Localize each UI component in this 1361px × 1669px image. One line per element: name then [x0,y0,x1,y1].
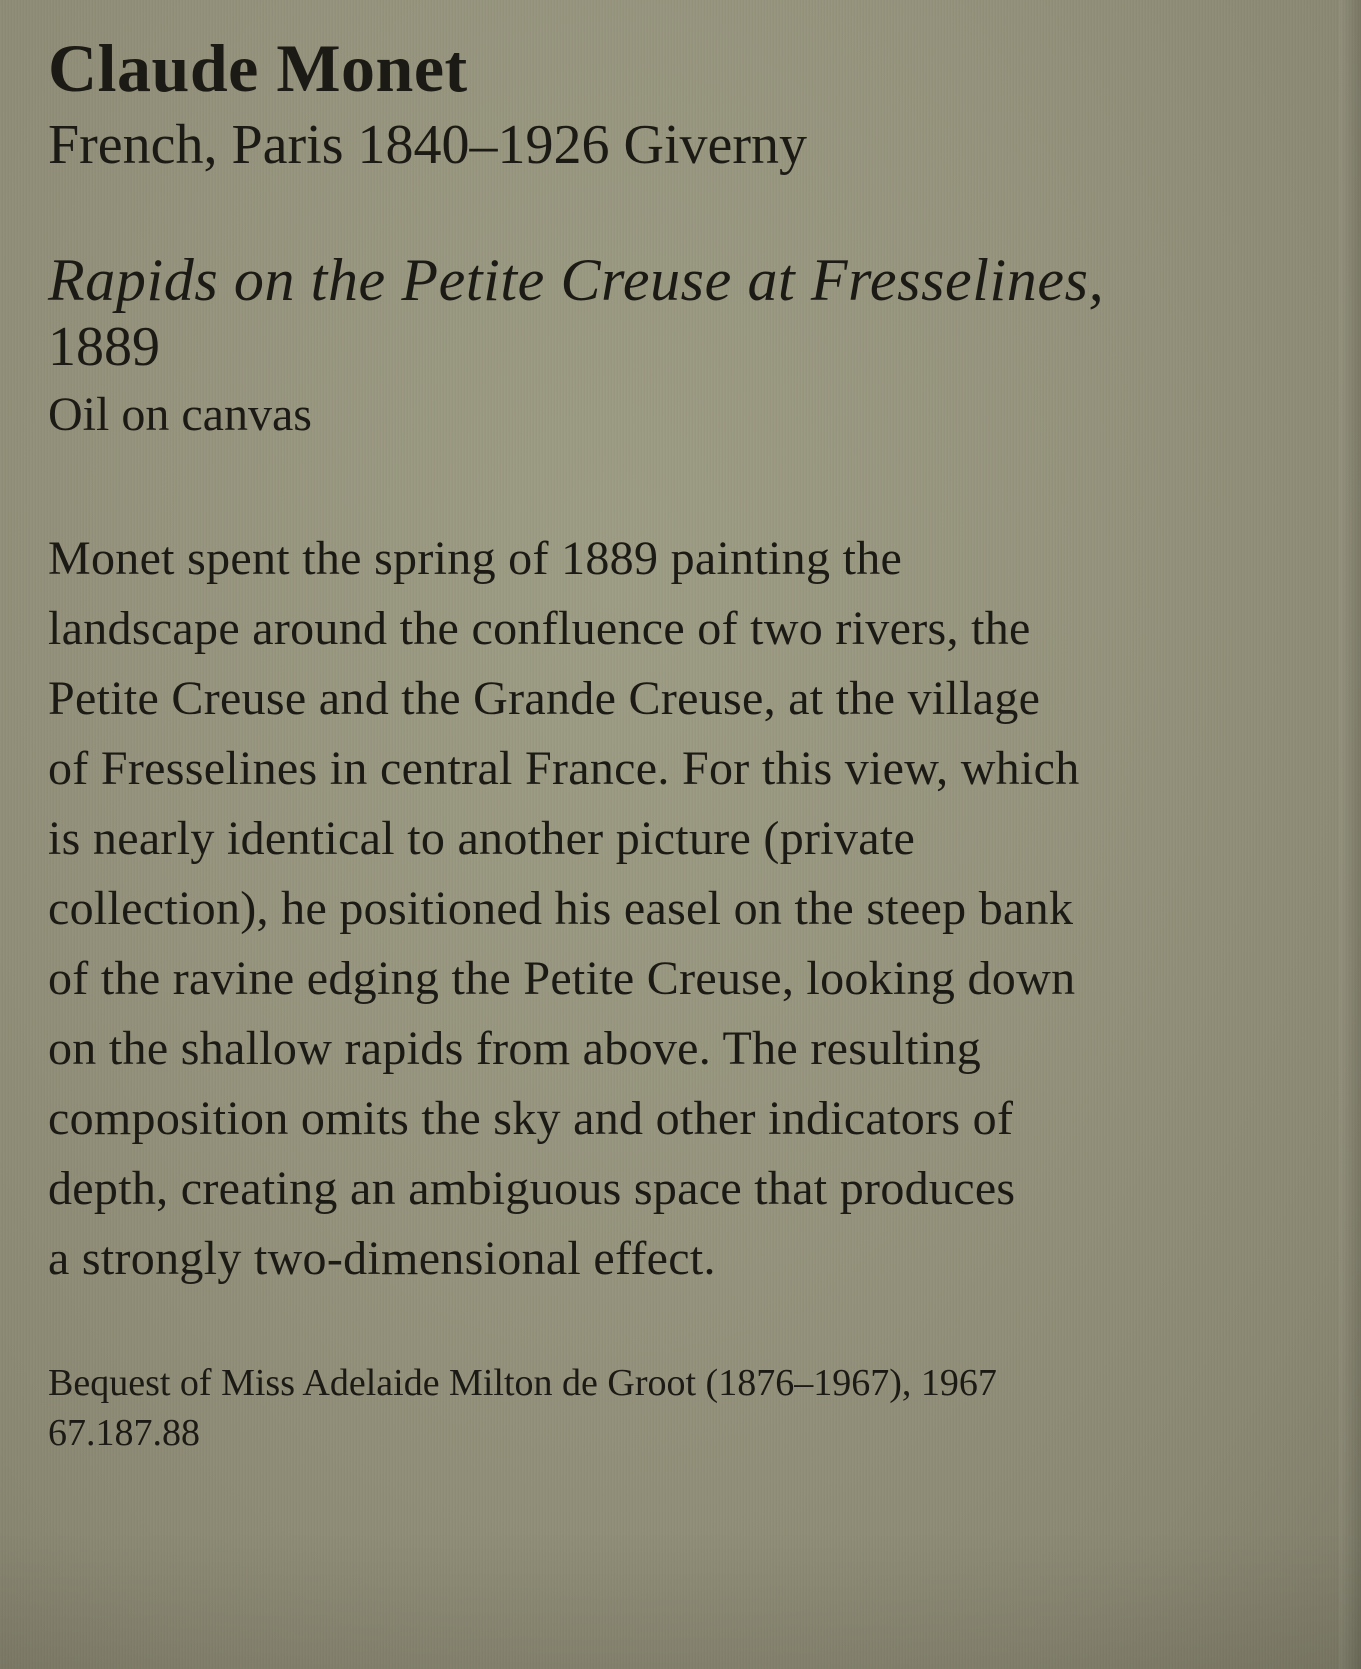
description-line: Petite Creuse and the Grande Creuse, at the village [48,672,1041,725]
artwork-date: 1889 [48,316,160,378]
description-line: on the shallow rapids from above. The resulting [48,1022,982,1075]
label-bottom-shade [0,1529,1361,1669]
description-line: a strongly two-dimensional effect. [48,1232,716,1285]
description-line: collection), he positioned his easel on the steep bank [48,882,1074,935]
description-line: is nearly identical to another picture (private [48,812,916,865]
artwork-medium: Oil on canvas [48,388,312,441]
description-line: of the ravine edging the Petite Creuse, looking down [48,952,1076,1005]
artist-name: Claude Monet [48,30,468,106]
artist-bio: French, Paris 1840–1926 Giverny [48,114,808,176]
description-line: composition omits the sky and other indicators of [48,1092,1014,1145]
label-edge-shadow [1339,0,1361,1669]
description-paragraph [48,524,1248,1294]
description-line: Monet spent the spring of 1889 painting the [48,532,903,585]
description-line: of Fresselines in central France. For this view, which [48,742,1080,795]
accession-number: 67.187.88 [48,1412,200,1454]
description-line: depth, creating an ambiguous space that produces [48,1162,1016,1215]
credit-line: Bequest of Miss Adelaide Milton de Groot (1876–1967), 1967 [48,1362,997,1404]
artwork-title: Rapids on the Petite Creuse at Fresselines, [48,247,1105,313]
label-content [48,28,1248,1458]
description-line: landscape around the confluence of two rivers, the [48,602,1031,655]
